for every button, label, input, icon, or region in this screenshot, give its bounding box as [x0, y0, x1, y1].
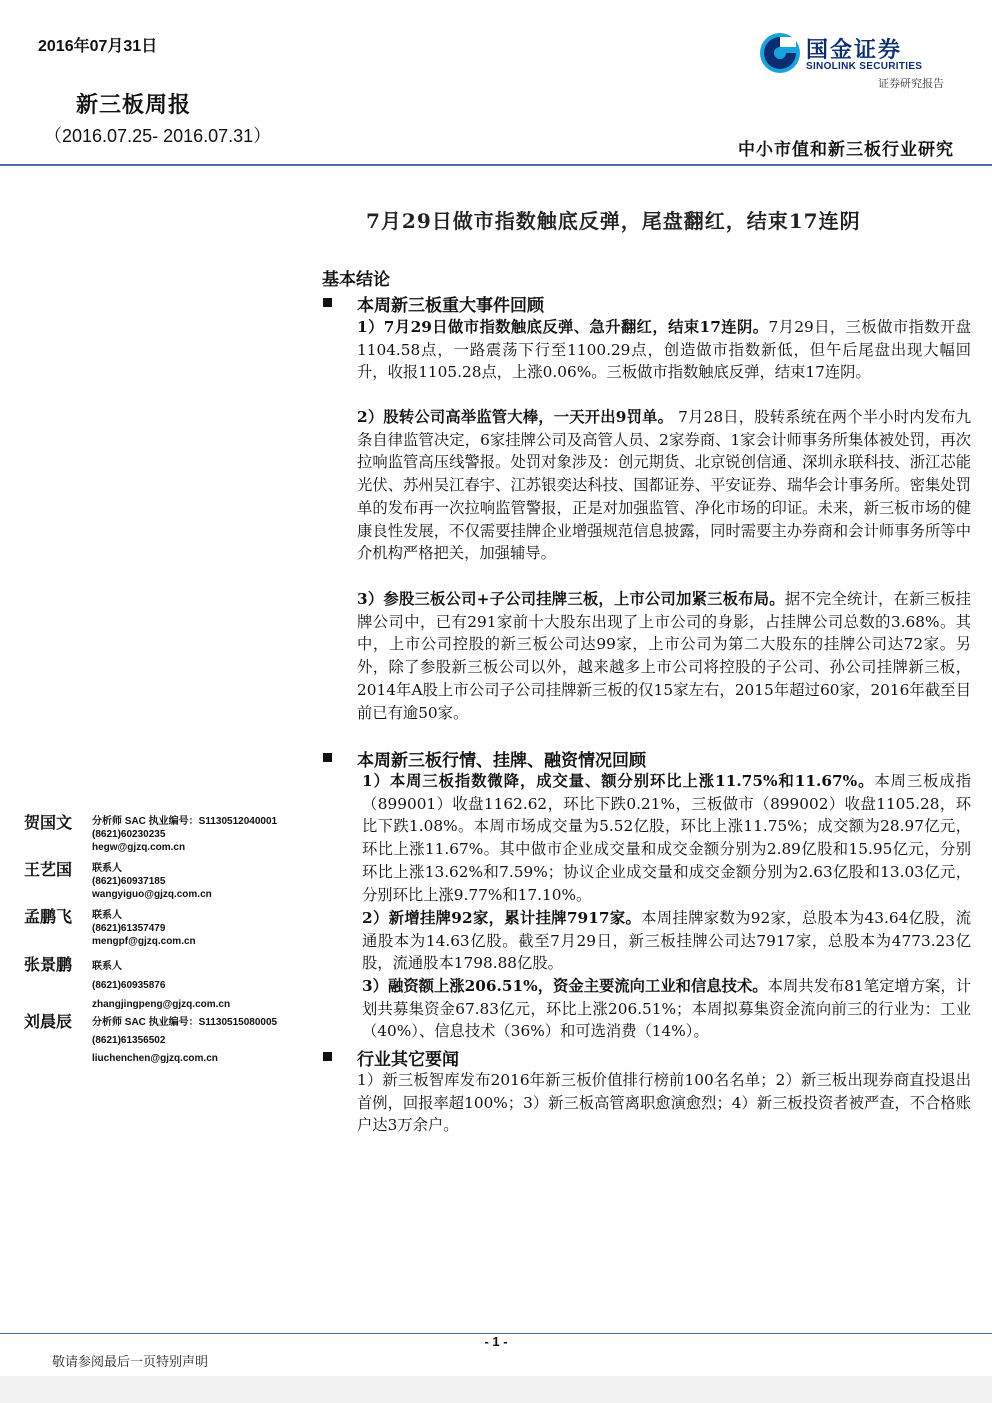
paragraph: [357, 588, 971, 724]
analyst-contact: [92, 815, 277, 854]
analyst-name: 张景鹏: [24, 955, 73, 974]
analyst-email: mengpf@gjzq.com.cn: [92, 936, 196, 947]
analyst-phone: (8621)61357479: [92, 923, 166, 934]
paragraph: [357, 406, 971, 565]
paragraph-lead: 1）7月29日做市指数触底反弹、急升翻红，结束17连阴。: [357, 318, 769, 336]
analyst-role: 分析师 SAC 执业编号：S1130515080005: [92, 1017, 278, 1028]
paragraph: [357, 316, 971, 384]
paragraph: [357, 1069, 971, 1137]
analyst-contact: [92, 957, 230, 1014]
analyst-phone: (8621)60937185: [92, 876, 166, 887]
analyst-email: wangyiguo@gjzq.com.cn: [92, 889, 212, 900]
paragraph-lead: 2）股转公司高举监管大棒，一天开出9罚单。: [357, 408, 674, 426]
sinolink-logo-icon: [758, 31, 802, 75]
analyst-name: 刘晨辰: [24, 1012, 73, 1031]
logo-chinese-name: 国金证券: [806, 37, 903, 62]
analyst-phone: (8621)61356502: [92, 1035, 166, 1046]
analyst-phone: (8621)60230235: [92, 829, 166, 840]
section-title: 行业其它要闻: [357, 1050, 459, 1070]
basic-conclusion-heading: 基本结论: [322, 270, 390, 290]
footer-band: [0, 1376, 992, 1403]
section-bullet-icon: [323, 1052, 332, 1061]
paragraph: [362, 770, 971, 906]
analyst-contact: [92, 1014, 277, 1068]
paragraph-text: 7月28日，股转系统在两个半小时内发布九条自律监管决定，6家挂牌公司及高管人员、2家券商、1家会计师事务所集体被处罚，再次拉响监管高压线警报。处罚对象涉及：创元期货、北京锐创信通、深圳永联科技、浙江芯能光伏、苏州吴江春宇、江苏银奕达科技、国都证券、平安证券、瑞华会计事务所。密集处罚单的发布再一次拉响监管警报，正是对加强监管、净化市场的印证。未来，新三板市场的健康良性发展，不仅需要挂牌企业增强规范信息披露，同时需要主办券商和会计师事务所等中介机构严格把关，加强辅导。: [357, 408, 971, 563]
paragraph-text: 据不完全统计，在新三板挂牌公司中，已有291家前十大股东出现了上市公司的身影，占挂牌公司总数的3.68%。其中，上市公司控股的新三板公司达99家，上市公司为第二大股东的挂牌公司达72家。另外，除了参股新三板公司以外，越来越多上市公司将控股的子公司、孙公司挂牌新三板，2014年A股上市公司子公司挂牌新三板的仅15家左右，2015年超过60家，2016年截至目前已有逾50家。: [357, 590, 971, 722]
analyst-role: 联系人: [92, 961, 122, 972]
analyst-name: 孟鹏飞: [24, 907, 73, 926]
analyst-contact: [92, 862, 212, 901]
analyst-role: 分析师 SAC 执业编号：S1130512040001: [92, 816, 278, 827]
section-title: 本周新三板行情、挂牌、融资情况回顾: [357, 751, 646, 771]
section-bullet-icon: [323, 753, 332, 762]
series-title: 新三板周报: [76, 92, 192, 118]
analyst-contact: [92, 909, 196, 948]
paragraph: [362, 975, 971, 1043]
logo-english-name: SINOLINK SECURITIES: [806, 61, 923, 72]
analyst-role: 联系人: [92, 910, 122, 921]
analyst-phone: (8621)60935876: [92, 980, 166, 991]
header-divider: [0, 164, 992, 166]
analyst-email: liuchenchen@gjzq.com.cn: [92, 1053, 218, 1064]
paragraph-text: 1）新三板智库发布2016年新三板价值排行榜前100名名单；2）新三板出现券商直投退出首例，回报率超100%；3）新三板高管离职愈演愈烈；4）新三板投资者被严查，不合格账户达3万余户。: [357, 1071, 971, 1135]
paragraph: [362, 907, 971, 975]
paragraph-text: 本周挂牌家数为92家，总股本为43.64亿股，流通股本为14.63亿股。截至7月29日，新三板挂牌公司达7917家，总股本为4773.23亿股，流通股本1798.88亿股。: [362, 909, 971, 973]
report-period: （2016.07.25- 2016.07.31）: [44, 126, 272, 146]
industry-title: 中小市值和新三板行业研究: [738, 140, 954, 160]
report-type-label: 证券研究报告: [878, 77, 944, 90]
analyst-email: zhangjingpeng@gjzq.com.cn: [92, 999, 231, 1010]
analyst-email: hegw@gjzq.com.cn: [92, 842, 186, 853]
paragraph-lead: 1）本周三板指数微降，成交量、额分别环比上涨11.75%和11.67%。: [362, 772, 875, 790]
paragraph-lead: 3）参股三板公司+子公司挂牌三板，上市公司加紧三板布局。: [357, 590, 785, 608]
paragraph-text: 本周共发布81笔定增方案，计划共募集资金67.83亿元，环比上涨206.51%；本周拟募集资金流向前三的行业为：工业（40%）、信息技术（36%）和可选消费（14%）。: [362, 977, 971, 1041]
paragraph-lead: 3）融资额上涨206.51%，资金主要流向工业和信息技术。: [362, 977, 768, 995]
page-number: - 1 -: [484, 1334, 508, 1349]
section-title: 本周新三板重大事件回顾: [357, 296, 544, 316]
paragraph-text: 本周三板成指（899001）收盘1162.62，环比下跌0.21%，三板做市（899002）收盘1105.28，环比下跌1.08%。本周市场成交量为5.52亿股，环比上涨11.75%；成交额为28.97亿元，环比上涨11.67%。其中做市企业成交量和成交金额分别为2.89亿股和15.95亿元，分别环比上涨13.62%和7.59%；协议企业成交量和成交金额分别为2.63亿股和13.03亿元，分别环比上涨9.77%和17.10%。: [362, 772, 971, 904]
section-bullet-icon: [323, 298, 332, 307]
analyst-name: 王艺国: [24, 860, 73, 879]
analyst-name: 贺国文: [24, 813, 73, 832]
report-date: 2016年07月31日: [38, 38, 158, 55]
paragraph-text: 7月29日，三板做市指数开盘1104.58点，一路震荡下行至1100.29点，创造做市指数新低，但午后尾盘出现大幅回升，收报1105.28点，上涨0.06%。三板做市指数触底反弹，结束17连阴。: [357, 318, 971, 382]
paragraph-lead: 2）新增挂牌92家，累计挂牌7917家。: [362, 909, 642, 927]
disclaimer-note: 敬请参阅最后一页特别声明: [52, 1355, 209, 1370]
report-headline: 7月29日做市指数触底反弹，尾盘翻红，结束17连阴: [366, 209, 861, 233]
analyst-role: 联系人: [92, 863, 122, 874]
